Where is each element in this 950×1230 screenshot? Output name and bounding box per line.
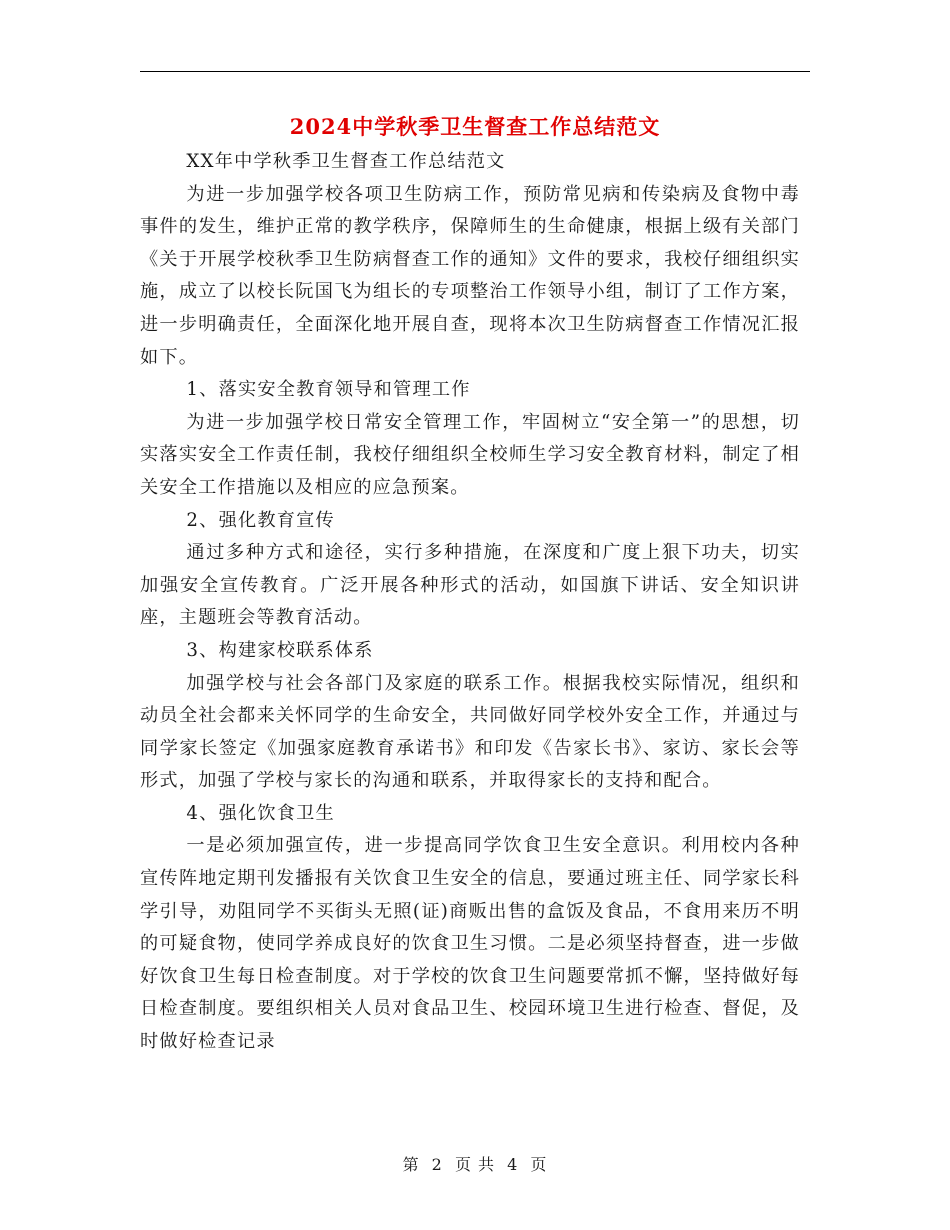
footer-suffix: 页 [530, 1155, 548, 1174]
footer-prefix: 第 [402, 1155, 420, 1174]
document-body [140, 146, 800, 1059]
body-paragraph: 为进一步加强学校各项卫生防病工作，预防常见病和传染病及食物中毒事件的发生，维护正常的教学秩序，保障师生的生命健康，根据上级有关部门《关于开展学校秋季卫生防病督查工作的通知》文件的要求，我校仔细组织实施，成立了以校长阮国飞为组长的专项整治工作领导小组，制订了工作方案，进一步明确责任，全面深化地开展自查，现将本次卫生防病督查工作情况汇报如下。 [140, 183, 800, 368]
footer-middle: 页 共 [454, 1155, 496, 1174]
body-paragraph: 加强学校与社会各部门及家庭的联系工作。根据我校实际情况，组织和动员全社会都来关怀同学的生命安全，共同做好同学校外安全工作，并通过与同学家长签定《加强家庭教育承诺书》和印发《告家长书》、家访、家长会等形式，加强了学校与家长的沟通和联系，并取得家长的支持和配合。 [140, 672, 800, 792]
current-page-number: 2 [431, 1155, 443, 1174]
body-paragraph: XX年中学秋季卫生督查工作总结范文 [186, 151, 506, 172]
body-paragraph: 一是必须加强宣传，进一步提高同学饮食卫生安全意识。利用校内各种宣传阵地定期刊发播报有关饮食卫生安全的信息，要通过班主任、同学家长科学引导，劝阻同学不买街头无照(证)商贩出售的盒饭及食品，不食用来历不明的可疑食物，使同学养成良好的饮食卫生习惯。二是必须坚持督查，进一步做好饮食卫生每日检查制度。对于学校的饮食卫生问题要常抓不懈，坚持做好每日检查制度。要组织相关人员对食品卫生、校园环境卫生进行检查、督促，及时做好检查记录 [140, 835, 800, 1053]
total-page-count: 4 [507, 1155, 519, 1174]
section-heading: 4、强化饮食卫生 [186, 802, 335, 824]
header-rule [140, 71, 810, 72]
body-paragraph: 通过多种方式和途径，实行多种措施，在深度和广度上狠下功夫，切实加强安全宣传教育。广泛开展各种形式的活动，如国旗下讲话、安全知识讲座，主题班会等教育活动。 [140, 542, 800, 629]
body-paragraph: 为进一步加强学校日常安全管理工作，牢固树立“安全第一”的思想，切实落实安全工作责任制，我校仔细组织全校师生学习安全教育材料，制定了相关安全工作措施以及相应的应急预案。 [140, 411, 800, 498]
section-heading: 1、落实安全教育领导和管理工作 [186, 379, 471, 401]
section-heading: 3、构建家校联系体系 [186, 639, 374, 661]
section-heading: 2、强化教育宣传 [186, 509, 335, 531]
document-title: 2024中学秋季卫生督查工作总结范文 [289, 114, 661, 139]
page-number-footer [0, 1152, 950, 1175]
